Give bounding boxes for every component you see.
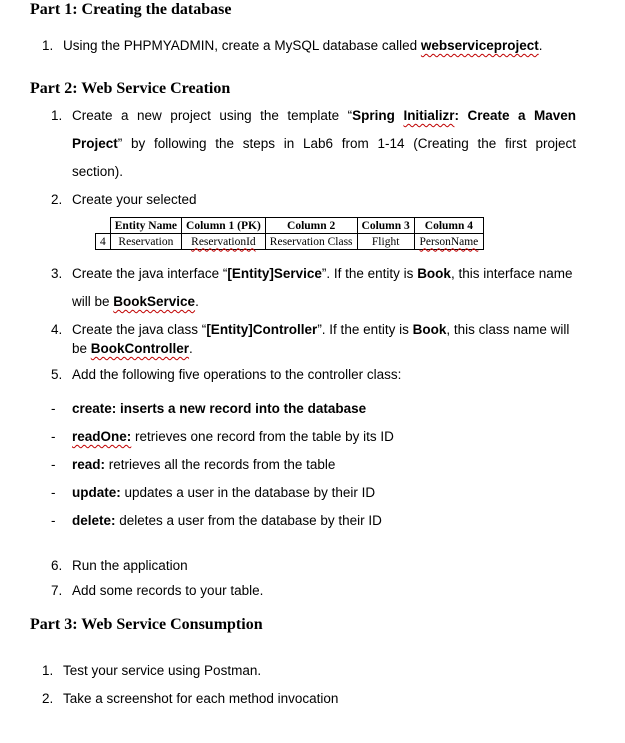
table-cell: Flight bbox=[357, 234, 414, 250]
part3-heading: Part 3: Web Service Consumption bbox=[30, 616, 263, 633]
part3-item1: Test your service using Postman. bbox=[63, 663, 262, 678]
part3-item2-number: 2. bbox=[42, 691, 54, 706]
part2-item3-line1: Create the java interface “[Entity]Service”. If the entity is Book, this interface name bbox=[72, 266, 573, 281]
part3-item1-number: 1. bbox=[42, 663, 54, 678]
op-dash: - bbox=[51, 457, 56, 472]
part2-item4-line2: be BookController. bbox=[72, 341, 193, 356]
part2-item2: Create your selected bbox=[72, 192, 197, 207]
part2-item7-number: 7. bbox=[51, 583, 63, 598]
op-dash: - bbox=[51, 429, 56, 444]
op-dash: - bbox=[51, 513, 56, 528]
op-dash: - bbox=[51, 401, 56, 416]
table-cell: Reservation bbox=[110, 234, 181, 250]
part1-item1: Using the PHPMYADMIN, create a MySQL database called webserviceproject. bbox=[63, 38, 543, 53]
part2-item1-line1: Create a new project using the template “Spring Initializr: Create a Maven bbox=[72, 108, 577, 123]
table-header-cell: Column 4 bbox=[414, 218, 483, 234]
part2-item7: Add some records to your table. bbox=[72, 583, 264, 598]
part2-item1-line2: Project” by following the steps in Lab6 from 1-14 (Creating the first project bbox=[72, 136, 576, 151]
part3-item2: Take a screenshot for each method invocation bbox=[63, 691, 339, 706]
part2-item1-number: 1. bbox=[51, 108, 63, 123]
table-header-row bbox=[96, 218, 484, 234]
table-cell: PersonName bbox=[414, 234, 483, 250]
table-cell: ReservationId bbox=[182, 234, 266, 250]
table-row bbox=[96, 234, 484, 250]
table-cell: Reservation Class bbox=[265, 234, 357, 250]
list-item: read: retrieves all the records from the table bbox=[72, 457, 336, 472]
part2-item6-number: 6. bbox=[51, 558, 63, 573]
list-item: readOne: retrieves one record from the table by its ID bbox=[72, 429, 394, 444]
part1-item1-number: 1. bbox=[42, 38, 54, 53]
part2-item5-number: 5. bbox=[51, 367, 63, 382]
part2-item5: Add the following five operations to the controller class: bbox=[72, 367, 402, 382]
table-cell: 4 bbox=[96, 234, 111, 250]
table-header-cell bbox=[96, 218, 111, 234]
part1-heading: Part 1: Creating the database bbox=[30, 1, 232, 18]
entity-table bbox=[95, 217, 484, 250]
table-header-cell: Entity Name bbox=[110, 218, 181, 234]
part2-item3-line2: will be BookService. bbox=[72, 294, 199, 309]
table-header-cell: Column 1 (PK) bbox=[182, 218, 266, 234]
part2-item2-number: 2. bbox=[51, 192, 63, 207]
database-name: webserviceproject bbox=[420, 38, 539, 53]
part2-item1-line3: section). bbox=[72, 164, 124, 179]
part2-item6: Run the application bbox=[72, 558, 188, 573]
list-item: update: updates a user in the database by their ID bbox=[72, 485, 376, 500]
list-item: create: inserts a new record into the database bbox=[72, 401, 367, 416]
table-header-cell: Column 2 bbox=[265, 218, 357, 234]
part2-item3-number: 3. bbox=[51, 266, 63, 281]
table-header-cell: Column 3 bbox=[357, 218, 414, 234]
part2-heading: Part 2: Web Service Creation bbox=[30, 80, 231, 97]
op-dash: - bbox=[51, 485, 56, 500]
list-item: delete: deletes a user from the database by their ID bbox=[72, 513, 382, 528]
part2-item4-line1: Create the java class “[Entity]Controller”. If the entity is Book, this class name will bbox=[72, 322, 570, 337]
part2-item4-number: 4. bbox=[51, 322, 63, 337]
